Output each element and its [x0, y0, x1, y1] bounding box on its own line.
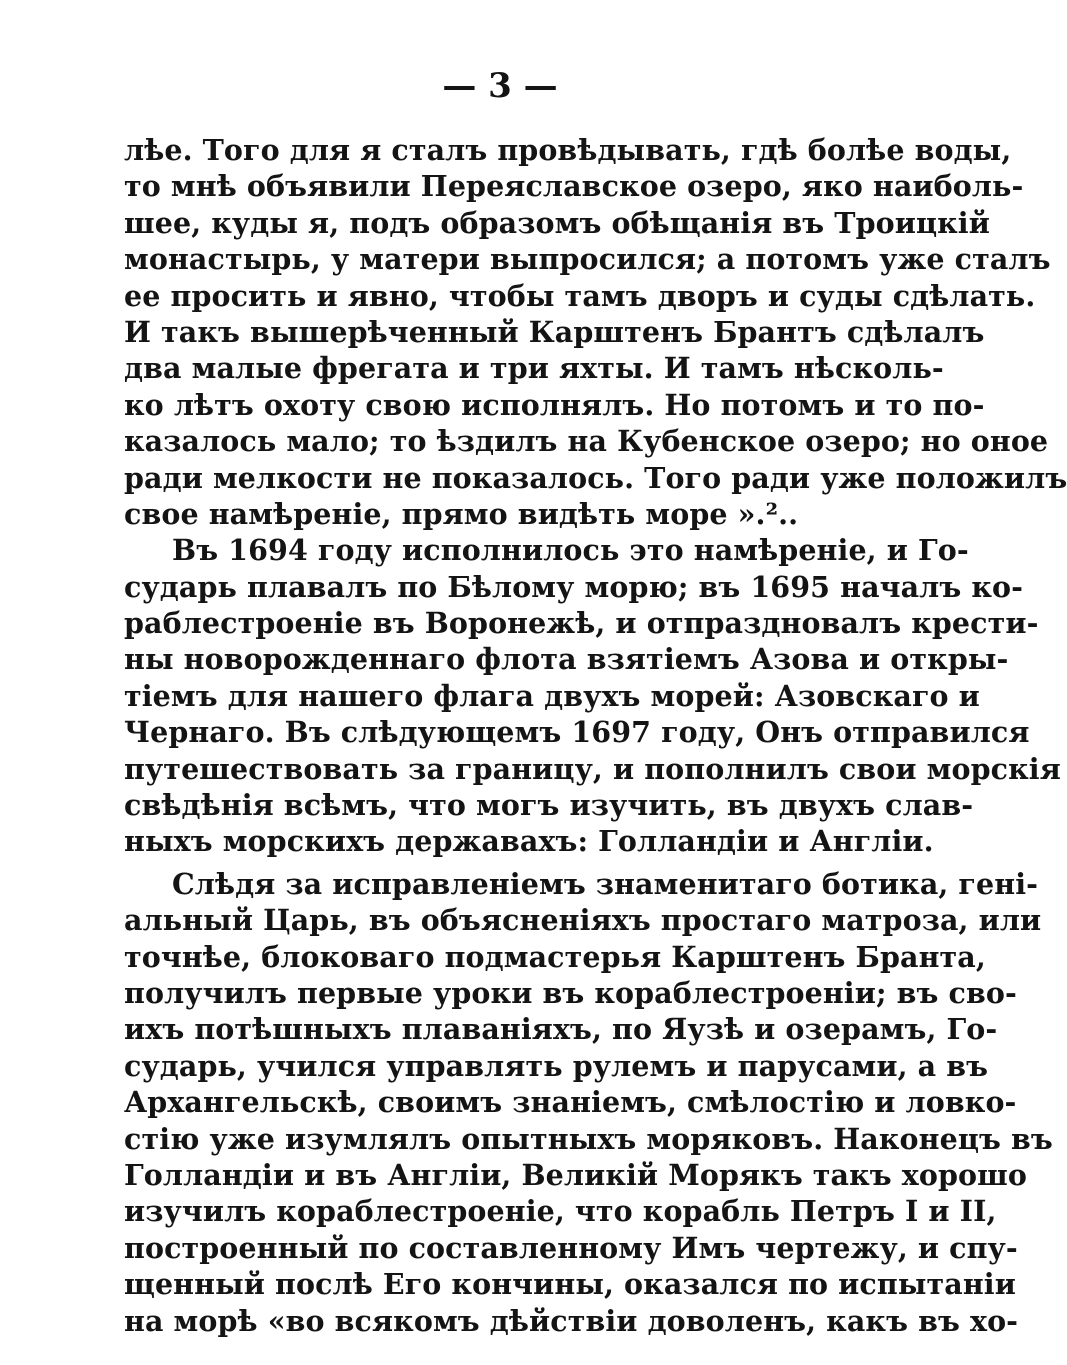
text-line: ради мелкости не показалось. Того ради уже положилъ	[124, 460, 1067, 495]
text-line: Архангельскѣ, своимъ знаніемъ, смѣлостію и ловко-	[124, 1085, 1017, 1120]
text-line: ко лѣтъ охоту свою исполнялъ. Но потомъ и то по-	[124, 387, 985, 422]
text-line: стію уже изумлялъ опытныхъ моряковъ. Наконецъ въ	[124, 1121, 1053, 1156]
text-line: сударь плавалъ по Бѣлому морю; въ 1695 началъ ко-	[124, 569, 1024, 604]
text-line: путешествовать за границу, и пополнилъ свои морскія	[124, 751, 1061, 786]
paragraph-1	[124, 132, 1067, 532]
text-line: тіемъ для нашего флага двухъ морей: Азовскаго и	[124, 678, 980, 713]
text-line: альный Царь, въ объясненіяхъ простаго матроза, или	[124, 903, 1042, 938]
text-line: ныхъ морскихъ державахъ: Голландіи и Англіи.	[124, 824, 934, 859]
text-line: ны новорожденнаго флота взятіемъ Азова и откры-	[124, 642, 1009, 677]
text-line: точнѣе, блоковаго подмастерья Карштенъ Бранта,	[124, 939, 986, 974]
text-line: свѣдѣнія всѣмъ, что могъ изучить, въ двухъ слав-	[124, 788, 974, 823]
text-line: Слѣдя за исправленіемъ знаменитаго ботика, гені-	[172, 866, 1039, 901]
text-line: свое намѣреніе, прямо видѣть море ».²..	[124, 496, 799, 531]
text-line: сударь, учился управлять рулемъ и парусами, а въ	[124, 1048, 989, 1083]
text-line: ихъ потѣшныхъ плаваніяхъ, по Яузѣ и озерамъ, Го-	[124, 1012, 998, 1047]
text-line: получилъ первые уроки въ кораблестроеніи; въ сво-	[124, 975, 1017, 1010]
text-line: раблестроеніе въ Воронежѣ, и отпраздновалъ крести-	[124, 606, 1039, 641]
page-number: — 3 —	[442, 66, 558, 106]
text-line: монастырь, у матери выпросился; а потомъ уже сталъ	[124, 242, 1051, 277]
text-line: Чернаго. Въ слѣдующемъ 1697 году, Онъ отправился	[124, 715, 1030, 750]
paragraph-2	[124, 532, 1061, 860]
paragraph-3	[124, 866, 1053, 1339]
text-line: изучилъ кораблестроеніе, что корабль Петръ I и II,	[124, 1194, 997, 1229]
text-line: Голландіи и въ Англіи, Великій Морякъ такъ хорошо	[124, 1157, 1027, 1192]
text-line: то мнѣ объявили Переяславское озеро, яко наиболь-	[124, 169, 1024, 204]
text-line: щенный послѣ Его кончины, оказался по испытаніи	[124, 1267, 1016, 1302]
body-text	[124, 132, 1067, 1339]
text-line: на морѣ «во всякомъ дѣйствіи доволенъ, какъ въ хо-	[124, 1303, 1019, 1338]
text-line: шее, куды я, подъ образомъ обѣщанія въ Троицкій	[124, 205, 990, 240]
text-line: два малые фрегата и три яхты. И тамъ нѣсколь-	[124, 351, 944, 386]
text-line: лѣе. Того для я сталъ провѣдывать, гдѣ болѣе воды,	[124, 133, 1012, 167]
text-line: Въ 1694 году исполнилось это намѣреніе, и Го-	[172, 533, 969, 568]
text-line: И такъ вышерѣченный Карштенъ Брантъ сдѣлалъ	[124, 314, 985, 349]
text-line: построенный по составленному Имъ чертежу, и спу-	[124, 1230, 1018, 1265]
text-line: ее просить и явно, чтобы тамъ дворъ и суды сдѣлать.	[124, 278, 1036, 313]
text-line: казалось мало; то ѣздилъ на Кубенское озеро; но оное	[124, 424, 1049, 459]
